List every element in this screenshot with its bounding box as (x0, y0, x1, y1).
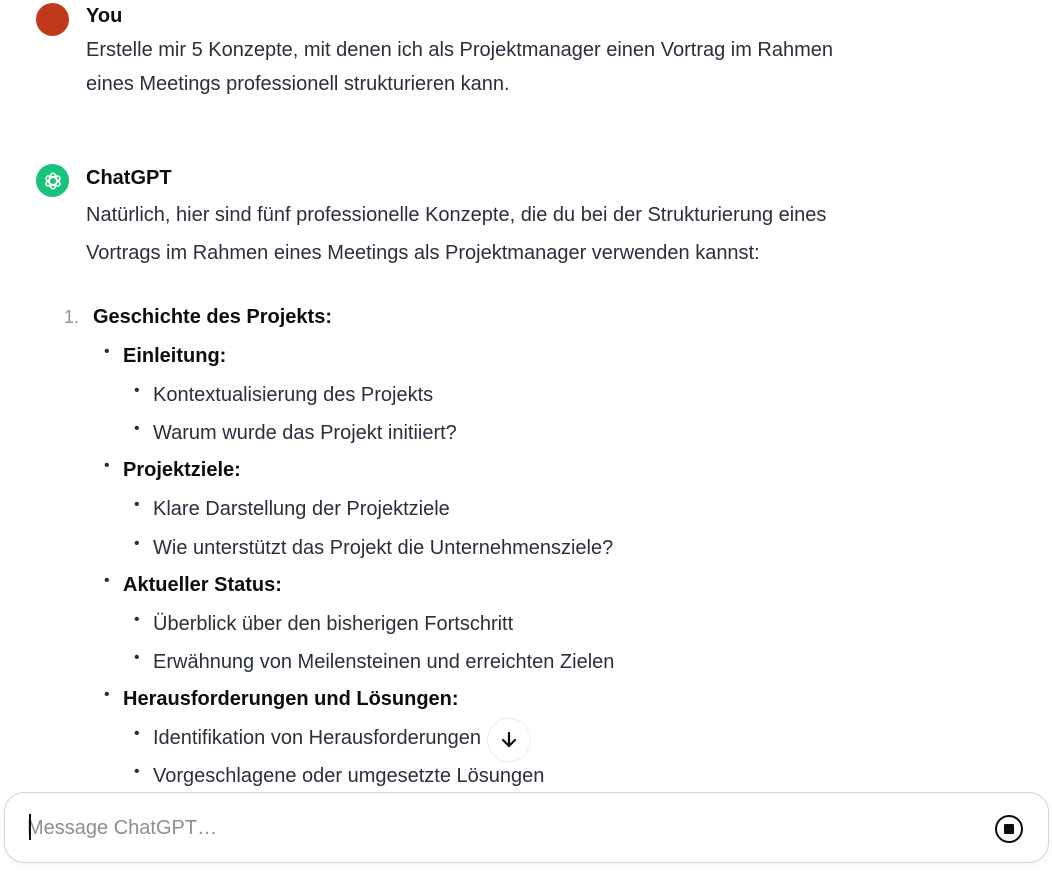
message-input[interactable] (27, 813, 927, 843)
sub-sub-item: Wie unterstützt das Projekt die Unternehmensziele? (153, 537, 614, 559)
bullet: • (104, 686, 110, 703)
bullet: • (134, 382, 140, 399)
bullet: • (134, 763, 140, 780)
sub-item-title: Einleitung: (123, 345, 227, 367)
stop-generating-button[interactable] (995, 815, 1023, 843)
assistant-intro-line-2: Vortrags im Rahmen eines Meetings als Projektmanager verwenden kannst: (86, 242, 760, 264)
user-message-line-2: eines Meetings professionell strukturieren kann. (86, 73, 510, 95)
sub-sub-item: Kontextualisierung des Projekts (153, 384, 434, 406)
user-avatar (36, 3, 69, 36)
list-item-title: Geschichte des Projekts: (93, 306, 332, 328)
user-author-name: You (86, 5, 123, 27)
chatgpt-avatar (36, 164, 69, 197)
list-number: 1. (64, 307, 80, 327)
text-caret (29, 814, 31, 840)
sub-item-title: Herausforderungen und Lösungen: (123, 688, 459, 710)
arrow-down-icon (499, 730, 519, 750)
bullet: • (104, 572, 110, 589)
bullet: • (134, 420, 140, 437)
sub-sub-item: Klare Darstellung der Projektziele (153, 498, 450, 520)
assistant-author-name: ChatGPT (86, 167, 172, 189)
sub-sub-item: Erwähnung von Meilensteinen und erreichten Zielen (153, 651, 615, 673)
bullet: • (134, 496, 140, 513)
sub-item-title: Projektziele: (123, 459, 241, 481)
sub-sub-item: Überblick über den bisherigen Fortschritt (153, 613, 514, 635)
bullet: • (134, 535, 140, 552)
openai-logo-icon (42, 170, 64, 192)
bullet: • (134, 725, 140, 742)
message-composer (4, 792, 1049, 863)
bullet: • (104, 343, 110, 360)
bullet: • (134, 649, 140, 666)
assistant-intro-line-1: Natürlich, hier sind fünf professionelle Konzepte, die du bei der Strukturierung eines (86, 204, 827, 226)
scroll-to-bottom-button[interactable] (487, 718, 531, 762)
bullet: • (104, 457, 110, 474)
sub-item-title: Aktueller Status: (123, 574, 282, 596)
bullet: • (134, 611, 140, 628)
sub-sub-item: Warum wurde das Projekt initiiert? (153, 422, 457, 444)
sub-sub-item: Vorgeschlagene oder umgesetzte Lösungen (153, 765, 545, 787)
sub-sub-item: Identifikation von Herausforderungen (153, 727, 481, 749)
stop-generating-icon (1004, 824, 1014, 834)
user-message-line-1: Erstelle mir 5 Konzepte, mit denen ich als Projektmanager einen Vortrag im Rahmen (86, 39, 834, 61)
